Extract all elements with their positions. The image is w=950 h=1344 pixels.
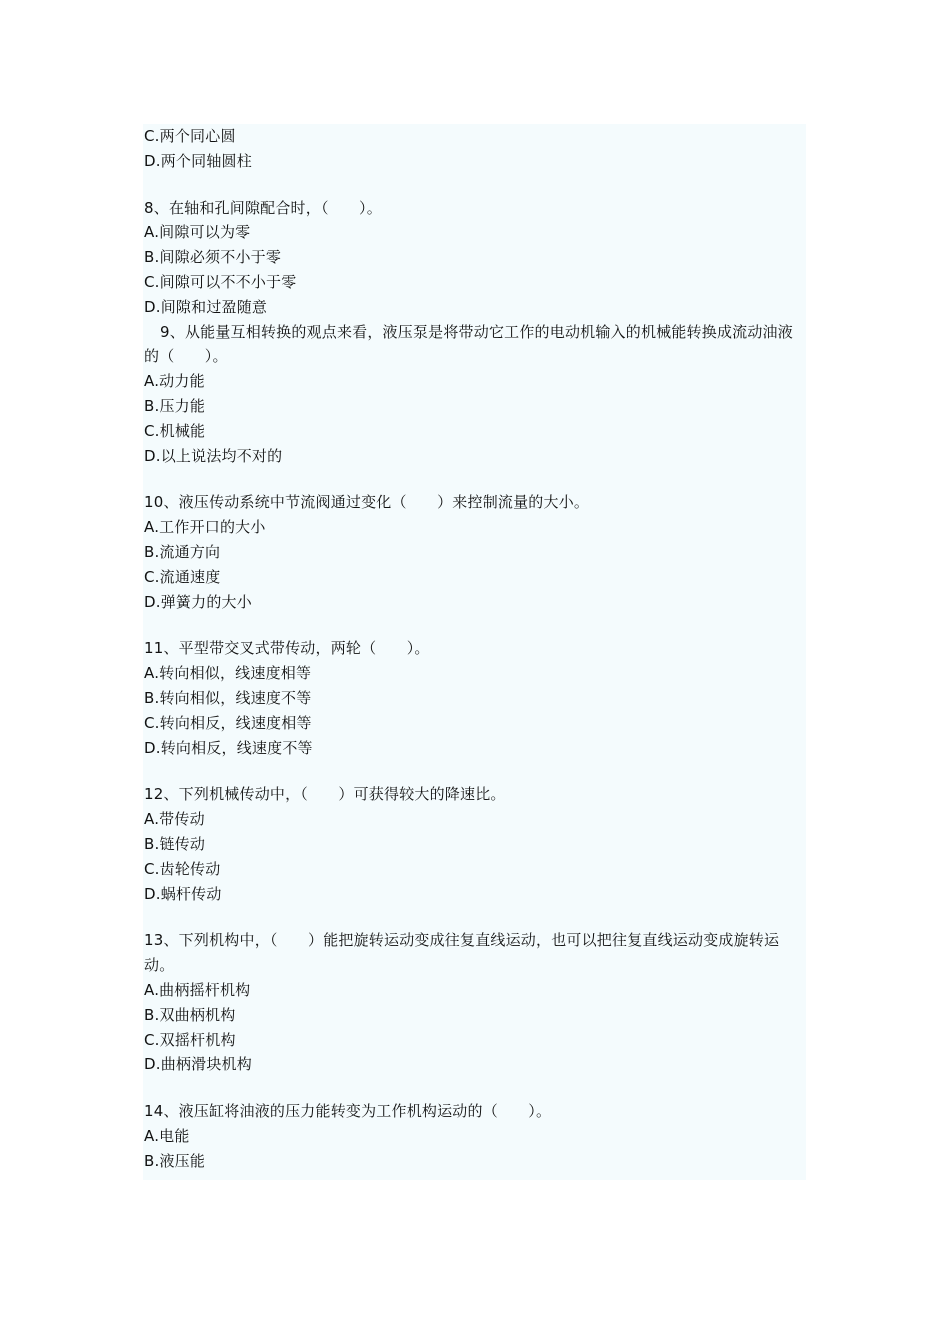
question-stem: 11、平型带交叉式带传动，两轮（ ）。 bbox=[144, 639, 430, 658]
question-stem: 14、液压缸将油液的压力能转变为工作机构运动的（ ）。 bbox=[144, 1102, 552, 1121]
question-stem: 12、下列机械传动中，（ ）可获得较大的降速比。 bbox=[144, 785, 506, 804]
option-c: C.两个同心圆 bbox=[144, 127, 236, 145]
option-a: A.工作开口的大小 bbox=[144, 518, 266, 537]
option-d: D.曲柄滑块机构 bbox=[144, 1055, 252, 1074]
question-14 bbox=[144, 1099, 806, 1173]
question-9 bbox=[144, 320, 806, 469]
question-13 bbox=[144, 928, 806, 1077]
question-stem: 8、在轴和孔间隙配合时，（ ）。 bbox=[144, 198, 382, 217]
option-d: D.弹簧力的大小 bbox=[144, 592, 252, 611]
option-b: B.链传动 bbox=[144, 834, 206, 853]
option-a: A.带传动 bbox=[144, 810, 205, 829]
option-b: B.双曲柄机构 bbox=[144, 1005, 236, 1024]
option-d: D.间隙和过盈随意 bbox=[144, 297, 268, 316]
option-b: B.液压能 bbox=[144, 1151, 206, 1170]
question-stem: 10、液压传动系统中节流阀通过变化（ ）来控制流量的大小。 bbox=[144, 493, 590, 512]
option-a: A.间隙可以为零 bbox=[144, 223, 251, 242]
option-b: B.压力能 bbox=[144, 396, 206, 415]
question-stem: 13、下列机构中，（ ）能把旋转运动变成往复直线运动，也可以把往复直线运动变成旋转运动。 bbox=[144, 931, 780, 975]
option-c: C.双摇杆机构 bbox=[144, 1030, 236, 1049]
option-d: D.蜗杆传动 bbox=[144, 884, 222, 903]
option-a: A.曲柄摇杆机构 bbox=[144, 980, 251, 999]
option-a: A.电能 bbox=[144, 1126, 190, 1145]
option-c: C.齿轮传动 bbox=[144, 859, 221, 878]
option-c: C.机械能 bbox=[144, 421, 206, 440]
option-d: D.两个同轴圆柱 bbox=[144, 151, 252, 170]
question-10 bbox=[144, 490, 806, 614]
question-list bbox=[144, 124, 806, 1173]
question-12 bbox=[144, 782, 806, 906]
option-b: B.间隙必须不小于零 bbox=[144, 248, 282, 267]
question-11 bbox=[144, 636, 806, 760]
option-c: C.间隙可以不不小于零 bbox=[144, 272, 297, 291]
option-a: A.转向相似，线速度相等 bbox=[144, 664, 312, 683]
option-d: D.以上说法均不对的 bbox=[144, 446, 283, 465]
option-b: B.流通方向 bbox=[144, 542, 221, 561]
option-b: B.转向相似，线速度不等 bbox=[144, 688, 312, 707]
option-a: A.动力能 bbox=[144, 372, 205, 391]
question-stem: 9、从能量互相转换的观点来看，液压泵是将带动它工作的电动机输入的机械能转换成流动油液的（ ）。 bbox=[144, 322, 793, 366]
option-c: C.转向相反，线速度相等 bbox=[144, 713, 312, 732]
question-7-tail bbox=[144, 124, 806, 174]
option-d: D.转向相反，线速度不等 bbox=[144, 738, 313, 757]
option-c: C.流通速度 bbox=[144, 567, 221, 586]
question-8 bbox=[144, 196, 806, 320]
